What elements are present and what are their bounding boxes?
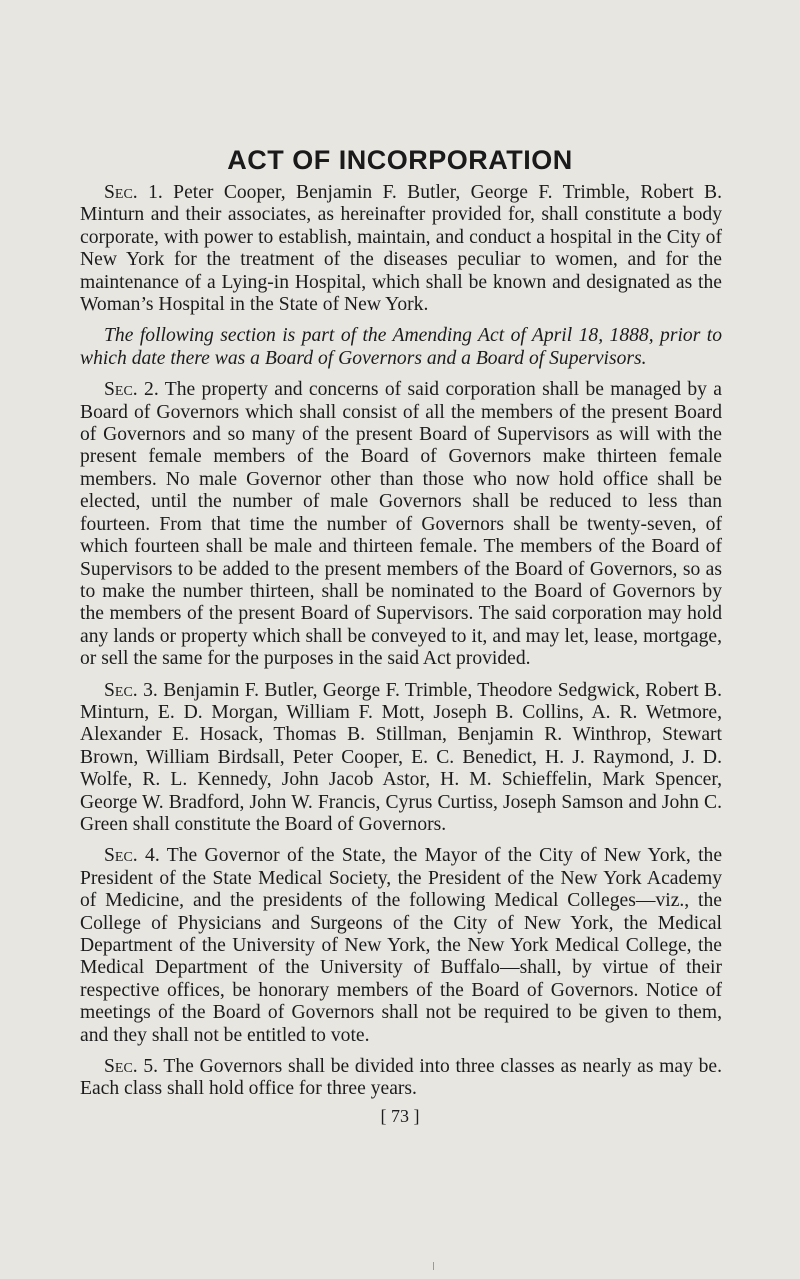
section-text: The property and concerns of said corporation shall be managed by a Board of Governors which shall consist of all the members of the present Board of Governors and so many of the present Board of Supervisors as will with the present female members of the Board of Governors make thirteen female members. No male Governor other than those who now hold office shall be elected, until the number of male Governors shall be reduced to less than fourteen. From that time the number of Governors shall be twenty-seven, of which fourteen shall be male and thirteen female. The members of the Board of Supervisors to be added to the present members of the Board of Governors, so as to make the number thirteen, shall be nominated to the Board of Governors by the members of the present Board of Supervisors. The said corporation may hold any lands or property which shall be conveyed to it, and may let, lease, mortgage, or sell the same for the purposes in the said Act provided. [80,379,723,670]
section-4 [80,845,722,1047]
section-3 [80,680,722,837]
scan-speck [433,1262,434,1270]
section-text: The Governors shall be divided into three classes as nearly as may be. Each class shall hold office for three years. [80,1056,722,1100]
page-title: ACT OF INCORPORATION [227,145,573,175]
document-body [80,182,722,1110]
section-label: Sec. 5. [104,1056,159,1078]
section-1 [80,182,722,316]
section-text: The Governor of the State, the Mayor of the City of New York, the President of the State Medical Society, the President of the New York Academy of Medicine, and the presidents of the following Medical Colleges—viz., the College of Physicians and Surgeons of the City of New York, the Medical Department of the University of New York, the New York Medical College, the Medical Department of the University of Buffalo—shall, by virtue of their respective offices, be honorary members of the Board of Governors. Notice of meetings of the Board of Governors shall not be required to be given to them, and they shall not be entitled to vote. [80,845,723,1046]
page-number: [ 73 ] [380,1106,420,1126]
section-text: Benjamin F. Butler, George F. Trimble, Theodore Sedgwick, Robert B. Minturn, E. D. Morgan, William F. Mott, Joseph B. Collins, A. R. Wetmore, Alexander E. Hosack, Thomas B. Stillman, Benjamin R. Winthrop, Stewart Brown, William Birdsall, Peter Cooper, E. C. Benedict, H. J. Raymond, J. D. Wolfe, R. L. Kennedy, John Jacob Astor, H. M. Schieffelin, Mark Spencer, George W. Bradford, John W. Francis, Cyrus Curtiss, Joseph Samson and John C. Green shall constitute the Board of Governors. [80,679,723,835]
section-text: Peter Cooper, Benjamin F. Butler, George F. Trimble, Robert B. Minturn and their associates, as hereinafter provided for, shall constitute a body corporate, with power to establish, maintain, and conduct a hospital in the City of New York for the treatment of the diseases peculiar to women, and for the maintenance of a Lying-in Hospital, which shall be known and designated as the Woman’s Hospital in the State of New York. [80,182,722,316]
note-text: The following section is part of the Amending Act of April 18, 1888, prior to which date there was a Board of Governors and a Board of Supervisors. [80,325,722,369]
section-label: Sec. 2. [104,379,159,401]
section-5 [80,1056,722,1101]
section-label: Sec. 1. [104,182,163,203]
section-label: Sec. 4. [104,845,160,867]
editorial-note [80,325,722,370]
section-2 [80,379,722,670]
section-label: Sec. 3. [104,679,158,701]
